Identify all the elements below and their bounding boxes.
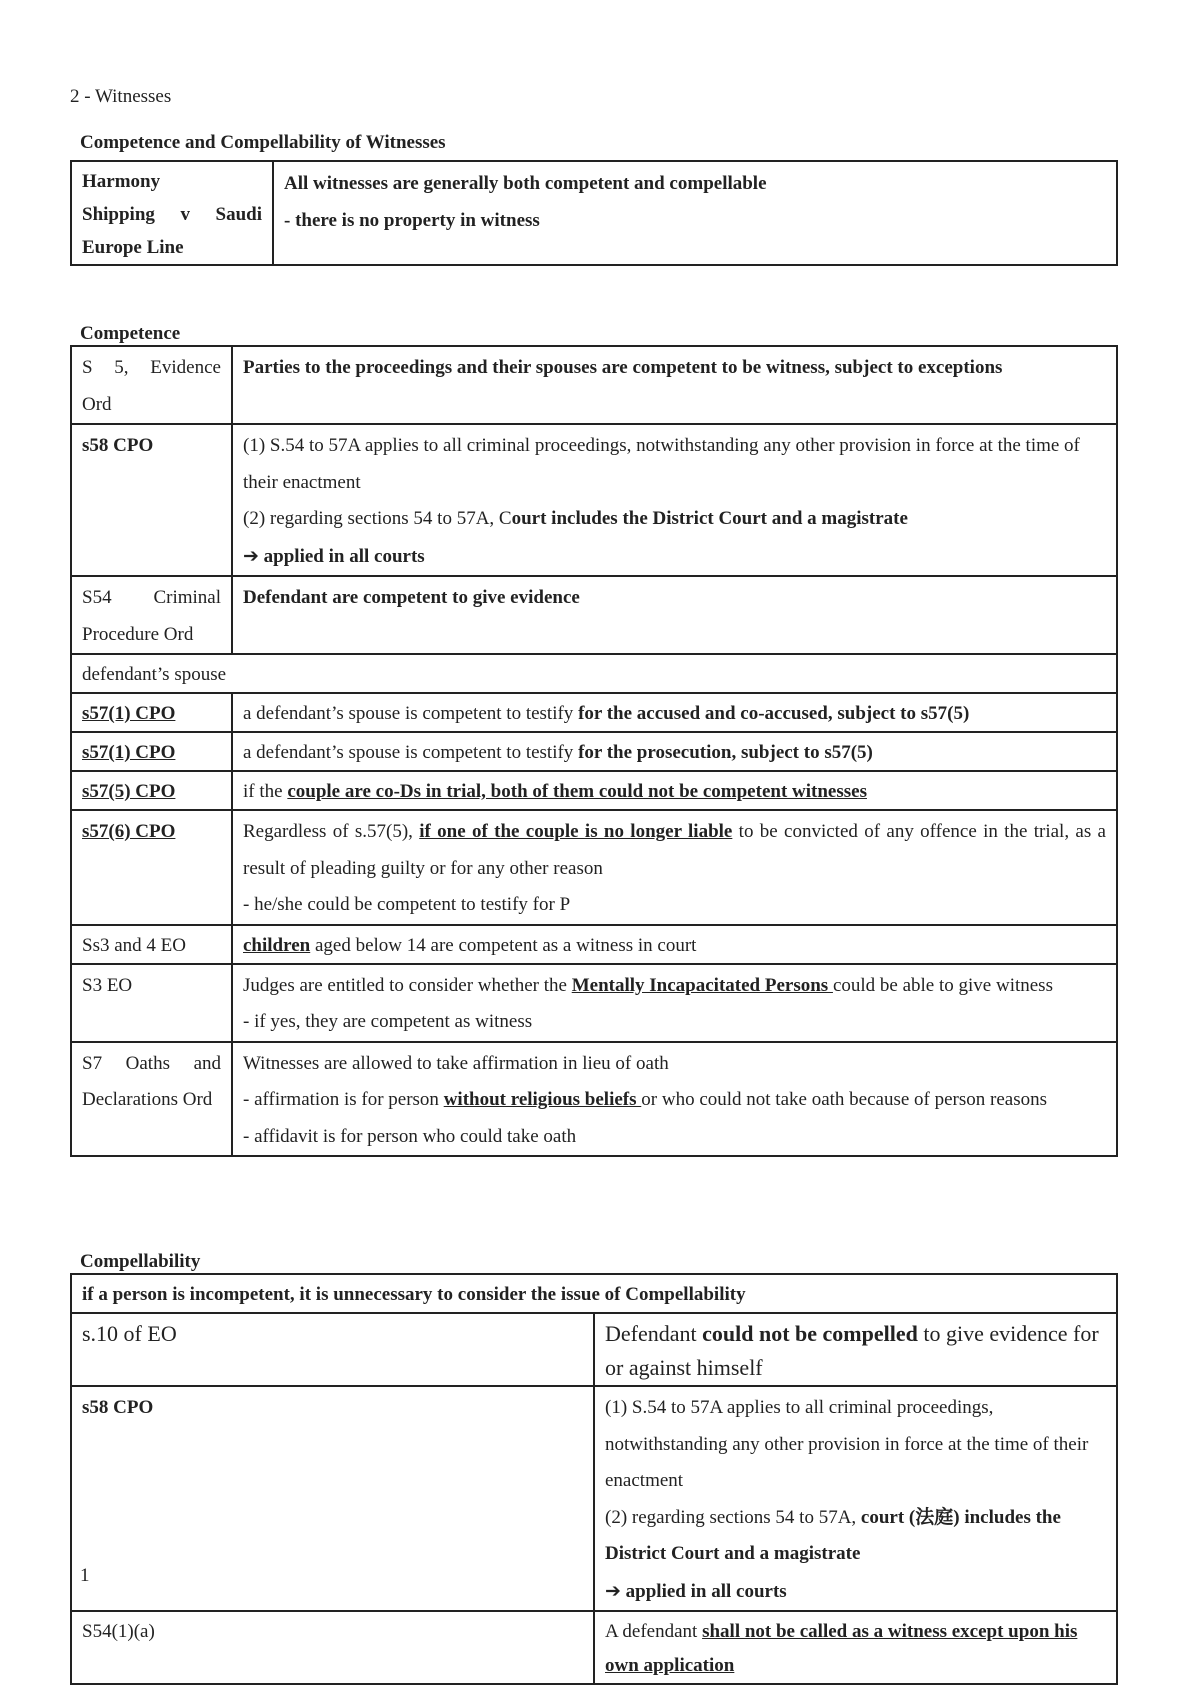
table-row <box>71 810 1117 925</box>
rule-text-bold: court (法庭) includes the District Court and a magistrate <box>605 1506 1061 1564</box>
case-name-line: Europe Line <box>82 237 184 258</box>
provision-cell: s58 CPO <box>71 1386 594 1611</box>
case-name-line: Harmony <box>82 171 161 192</box>
case-name-word: v <box>180 204 190 225</box>
rule-text-bold: for the prosecution, subject to s57(5) <box>578 742 873 763</box>
competence-table <box>70 345 1118 1157</box>
case-name-word: Shipping <box>82 204 155 225</box>
provision-cell: S7 Oaths and Declarations Ord <box>71 1042 232 1157</box>
arrow-right-icon: ➔ <box>243 544 259 567</box>
table-row <box>71 693 1117 732</box>
provision-cell: S54 Criminal Procedure Ord <box>71 576 232 654</box>
rule-cell <box>232 693 1117 732</box>
provision-cell: S 5, Evidence Ord <box>71 346 232 424</box>
table-row <box>71 1386 1117 1611</box>
rule-text: (2) regarding sections 54 to 57A, <box>605 1506 861 1528</box>
principle-line: - there is no property in witness <box>284 210 540 231</box>
rule-text-bold: without religious beliefs <box>443 1089 642 1110</box>
rule-cell: Parties to the proceedings and their spouses are competent to be witness, subject to exceptions <box>232 346 1117 424</box>
rule-cell <box>232 732 1117 771</box>
table-row <box>71 1611 1117 1684</box>
rule-line: (1) S.54 to 57A applies to all criminal proceedings, notwithstanding any other provision in force at the time of their enactment <box>605 1397 1089 1491</box>
section-heading-competence-compellability: Competence and Compellability of Witnesses <box>80 132 446 153</box>
case-name-word: Saudi <box>215 204 262 225</box>
rule-line: - he/she could be competent to testify for P <box>243 894 571 915</box>
table-row <box>71 576 1117 654</box>
rule-text-bold: Mentally Incapacitated Persons <box>571 974 833 996</box>
rule-line <box>243 814 1106 887</box>
rule-cell <box>232 810 1117 925</box>
rule-text-bold: if one of the couple is no longer liable <box>419 821 733 842</box>
table-row <box>71 771 1117 810</box>
case-name-cell <box>71 161 273 265</box>
rule-line: - if yes, they are competent as witness <box>243 1011 533 1032</box>
provision-cell: s58 CPO <box>71 424 232 576</box>
provision-cell: s57(1) CPO <box>71 693 232 732</box>
page-number: 1 <box>80 1565 90 1586</box>
rule-text-bold: couple are co-Ds in trial, both of them could not be competent witnesses <box>287 781 867 802</box>
rule-text-bold: applied in all courts <box>263 545 425 567</box>
rule-line <box>605 1500 1106 1573</box>
section-heading-competence: Competence <box>80 323 181 344</box>
table-row <box>71 1274 1117 1313</box>
rule-text: Judges are entitled to consider whether the <box>243 974 572 996</box>
rule-line: (1) S.54 to 57A applies to all criminal proceedings, notwithstanding any other provision in force at the time of their enactment <box>243 435 1080 493</box>
arrow-right-icon: ➔ <box>605 1579 621 1602</box>
principle-line: All witnesses are generally both competent and compellable <box>284 173 767 194</box>
rule-text-bold: for the accused and co-accused, subject to s57(5) <box>578 703 970 724</box>
note-cell: if a person is incompetent, it is unnecessary to consider the issue of Compellability <box>71 1274 1117 1313</box>
provision-cell: Ss3 and 4 EO <box>71 925 232 964</box>
table-row <box>71 1042 1117 1157</box>
subheading-cell: defendant’s spouse <box>71 654 1117 693</box>
rule-text-bold: children <box>243 934 311 956</box>
compellability-table <box>70 1273 1118 1685</box>
rule-text: - affirmation is for person <box>243 1089 444 1110</box>
provision-cell: S3 EO <box>71 964 232 1042</box>
provision-cell: S54(1)(a) <box>71 1611 594 1684</box>
rule-cell <box>594 1313 1117 1386</box>
rule-line <box>243 1082 1106 1119</box>
rule-cell <box>232 771 1117 810</box>
cc-summary-table <box>70 160 1118 266</box>
table-row <box>71 732 1117 771</box>
rule-text: could be able to give witness <box>832 974 1053 996</box>
rule-cell <box>232 424 1117 576</box>
table-row <box>71 346 1117 424</box>
rule-line: Witnesses are allowed to take affirmation in lieu of oath <box>243 1052 669 1074</box>
document-title: 2 - Witnesses <box>70 86 172 107</box>
provision-cell: s57(6) CPO <box>71 810 232 925</box>
rule-cell <box>594 1386 1117 1611</box>
rule-line <box>243 968 1106 1005</box>
rule-cell <box>232 925 1117 964</box>
rule-text: Regardless of s.57(5), <box>243 821 420 842</box>
rule-line: - affidavit is for person who could take oath <box>243 1125 577 1147</box>
provision-cell: s57(1) CPO <box>71 732 232 771</box>
rule-cell <box>232 964 1117 1042</box>
rule-text-bold: applied in all courts <box>625 1580 787 1602</box>
provision-cell: s57(5) CPO <box>71 771 232 810</box>
rule-line <box>605 1573 1106 1611</box>
rule-text: Defendant <box>605 1321 703 1346</box>
table-row <box>71 964 1117 1042</box>
rule-text: if the <box>243 781 288 802</box>
rule-text: to be convicted of any offence in the trial, as a result of pleading guilty or for any other reason <box>243 821 1106 879</box>
rule-cell <box>232 1042 1117 1157</box>
provision-cell: s.10 of EO <box>71 1313 594 1386</box>
rule-cell: Defendant are competent to give evidence <box>232 576 1117 654</box>
rule-text: to give evidence for or against himself <box>605 1321 1099 1380</box>
rule-text: or who could not take oath because of person reasons <box>641 1089 1048 1110</box>
rule-text-bold: ourt includes the District Court and a magistrate <box>511 508 908 529</box>
table-row <box>71 1313 1117 1386</box>
principle-cell <box>273 161 1117 265</box>
case-name-line <box>82 198 262 231</box>
table-row <box>71 654 1117 693</box>
table-row <box>71 424 1117 576</box>
rule-text: A defendant <box>605 1621 703 1642</box>
rule-line <box>243 501 1106 538</box>
rule-text: aged below 14 are competent as a witness in court <box>310 934 697 956</box>
section-heading-compellability: Compellability <box>80 1251 201 1272</box>
rule-text: a defendant’s spouse is competent to testify <box>243 742 579 763</box>
rule-text-bold: could not be compelled <box>702 1321 918 1346</box>
rule-text: a defendant’s spouse is competent to testify <box>243 703 579 724</box>
rule-cell <box>594 1611 1117 1684</box>
rule-text-bold: shall not be called as a witness except upon his own application <box>605 1621 1078 1676</box>
rule-text: (2) regarding sections 54 to 57A, C <box>243 508 512 529</box>
rule-line <box>243 538 1106 576</box>
table-row <box>71 925 1117 964</box>
